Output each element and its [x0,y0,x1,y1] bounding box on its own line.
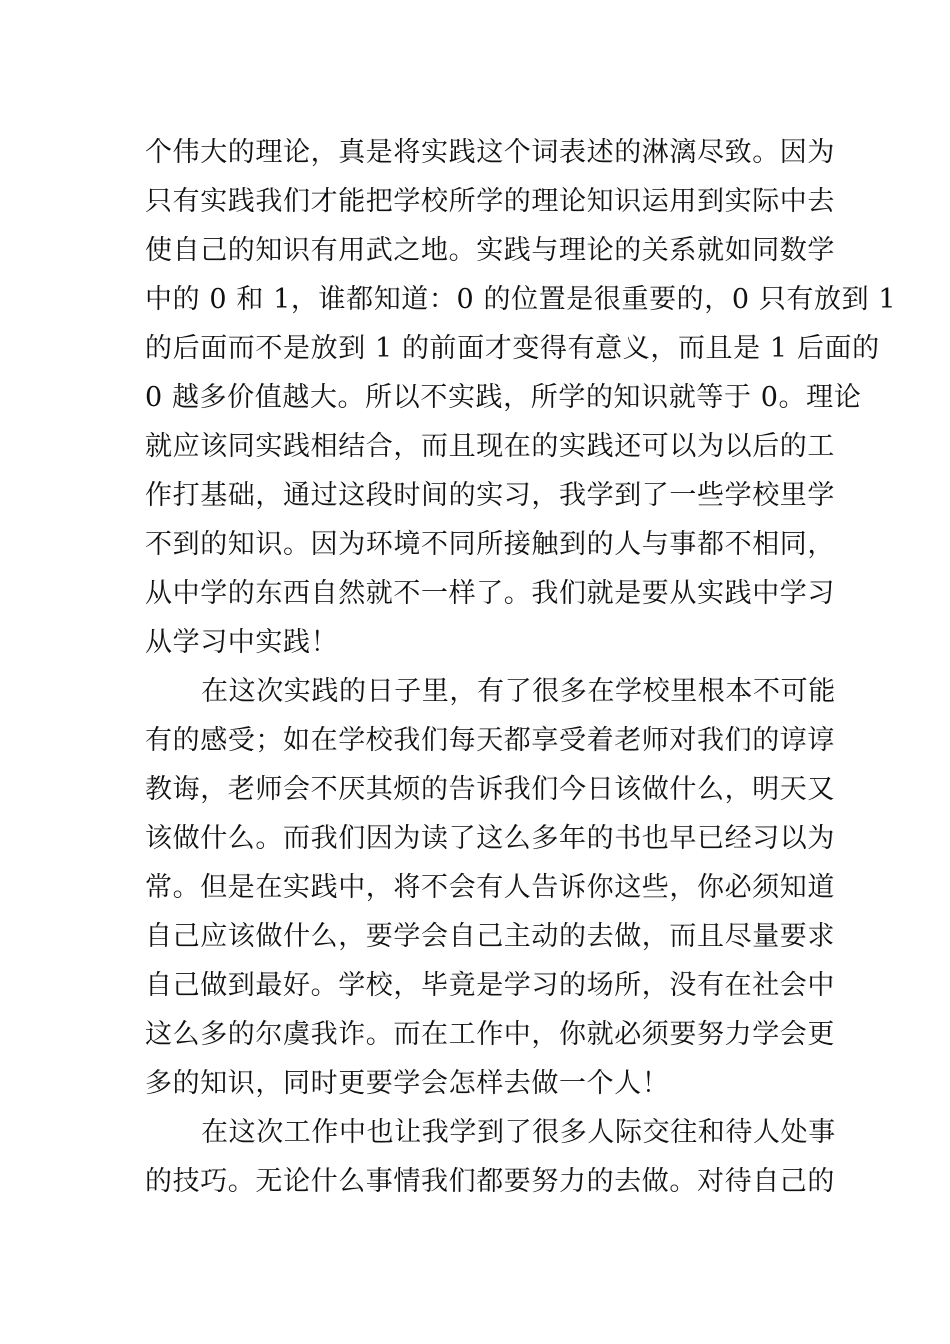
text-line: 自己做到最好。学校，毕竟是学习的场所，没有在社会中 [145,970,835,1001]
text-line: 该做什么。而我们因为读了这么多年的书也早已经习以为 [145,823,835,854]
paragraph-start-line: 在这次工作中也让我学到了很多人际交往和待人处事 [201,1117,836,1148]
paragraph-start-line: 在这次实践的日子里，有了很多在学校里根本不可能 [201,676,836,707]
text-line: 的技巧。无论什么事情我们都要努力的去做。对待自己的 [145,1166,835,1197]
text-line: 作打基础，通过这段时间的实习，我学到了一些学校里学 [145,480,835,511]
text-line: 0 越多价值越大。所以不实践，所学的知识就等于 0。理论 [145,382,862,413]
text-line: 中的 0 和 1，谁都知道：0 的位置是很重要的，0 只有放到 1 [145,284,897,315]
text-line: 教诲，老师会不厌其烦的告诉我们今日该做什么，明天又 [145,774,835,805]
text-line: 自己应该做什么，要学会自己主动的去做，而且尽量要求 [145,921,835,952]
text-line: 的后面而不是放到 1 的前面才变得有意义，而且是 1 后面的 [145,333,880,364]
text-line: 从学习中实践！ [145,627,339,658]
text-line: 个伟大的理论，真是将实践这个词表述的淋漓尽致。因为 [145,137,835,168]
text-line: 就应该同实践相结合，而且现在的实践还可以为以后的工 [145,431,835,462]
body-text [145,128,897,1206]
text-line: 多的知识，同时更要学会怎样去做一个人！ [145,1068,670,1099]
text-line: 从中学的东西自然就不一样了。我们就是要从实践中学习 [145,578,835,609]
text-line: 有的感受；如在学校我们每天都享受着老师对我们的谆谆 [145,725,835,756]
text-line: 不到的知识。因为环境不同所接触到的人与事都不相同， [145,529,835,560]
text-line: 只有实践我们才能把学校所学的理论知识运用到实际中去 [145,186,835,217]
text-line: 这么多的尔虞我诈。而在工作中，你就必须要努力学会更 [145,1019,835,1050]
text-line: 使自己的知识有用武之地。实践与理论的关系就如同数学 [145,235,835,266]
text-line: 常。但是在实践中，将不会有人告诉你这些，你必须知道 [145,872,835,903]
